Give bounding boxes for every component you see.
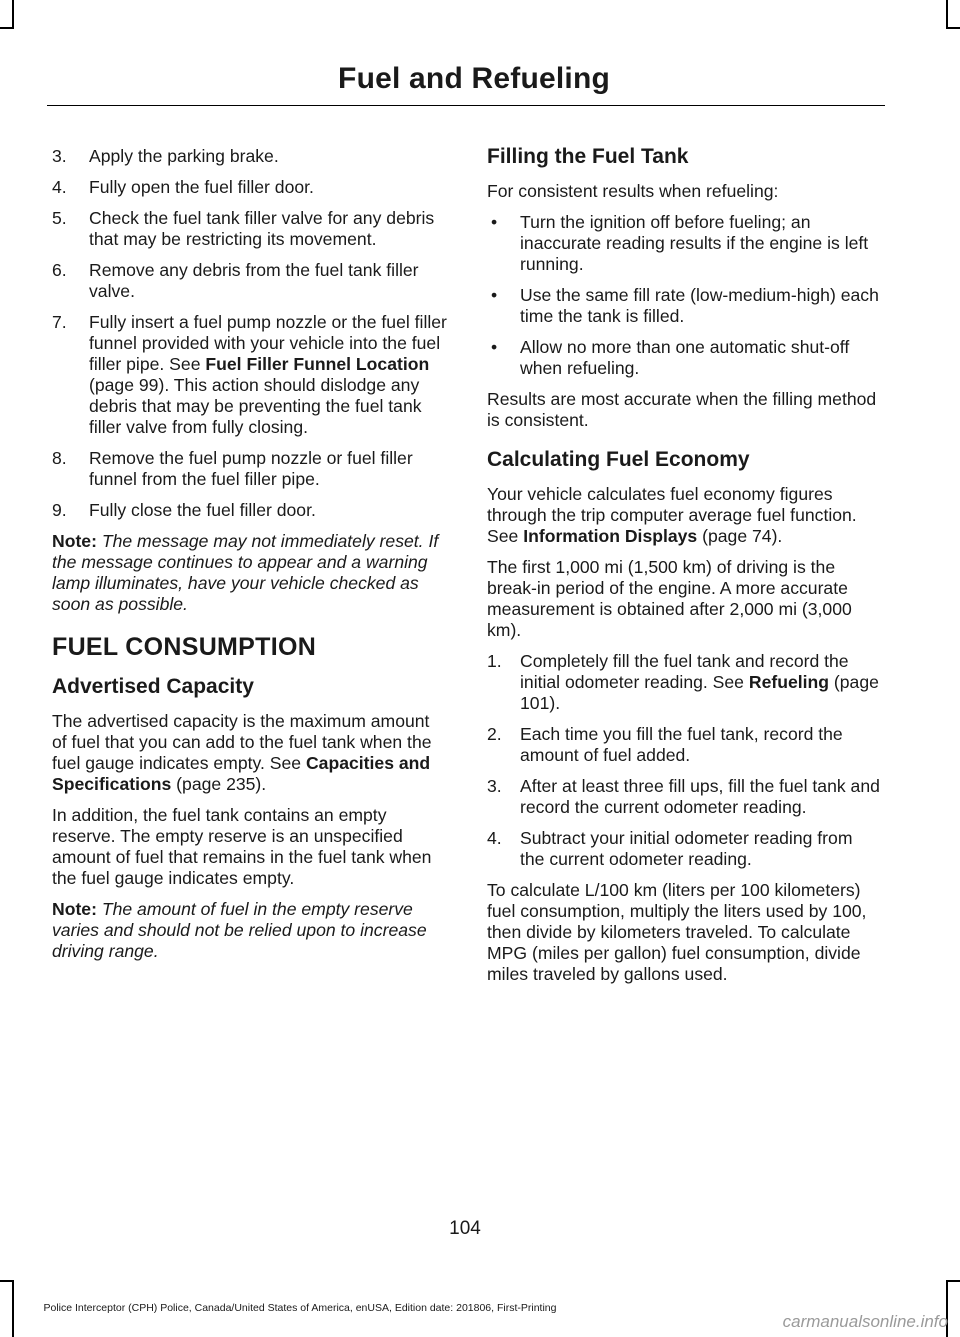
note-paragraph: Note: The message may not immediately reset. If the message continues to appear and a warning lamp illuminates, have your vehicle checked as soon as possible. bbox=[52, 531, 439, 614]
subsection-heading: Calculating Fuel Economy bbox=[487, 448, 750, 471]
crop-mark bbox=[946, 0, 948, 28]
crop-mark bbox=[0, 1280, 14, 1282]
right-column bbox=[487, 146, 881, 995]
list-item: 4. Subtract your initial odometer reading from the current odometer reading. bbox=[487, 828, 853, 869]
cross-reference-link[interactable]: Capacities and Specifications bbox=[52, 753, 431, 794]
header-rule bbox=[47, 105, 885, 106]
crop-mark bbox=[12, 0, 14, 28]
list-item: 2. Each time you fill the fuel tank, record the amount of fuel added. bbox=[487, 724, 843, 765]
page-number: 104 bbox=[449, 1218, 481, 1239]
cross-reference-link[interactable]: Fuel Filler Funnel Location bbox=[205, 354, 430, 374]
bullet-icon: • bbox=[491, 212, 498, 232]
note-paragraph: Note: The amount of fuel in the empty reserve varies and should not be relied upon to increase driving range. bbox=[52, 899, 427, 961]
crop-mark bbox=[946, 1280, 960, 1282]
cross-reference-link[interactable]: Information Displays bbox=[523, 526, 698, 546]
body-paragraph: Your vehicle calculates fuel economy figures through the trip computer average fuel function. See Information Displays (page 74). bbox=[487, 484, 857, 546]
refuel-steps-list bbox=[52, 146, 448, 521]
body-paragraph: The first 1,000 mi (1,500 km) of driving is the break-in period of the engine. A more accurate measurement is obtained after 2,000 mi (3,000 km). bbox=[487, 557, 852, 640]
list-item: 6. Remove any debris from the fuel tank filler valve. bbox=[52, 260, 419, 301]
watermark: carmanualsonline.info bbox=[782, 1312, 948, 1331]
crop-mark bbox=[0, 27, 14, 29]
list-item: • Use the same fill rate (low-medium-high) each time the tank is filled. bbox=[491, 285, 879, 326]
list-item: 3. Apply the parking brake. bbox=[52, 146, 279, 166]
list-item: 3. After at least three fill ups, fill the fuel tank and record the current odometer reading. bbox=[487, 776, 880, 817]
list-item: • Allow no more than one automatic shut-off when refueling. bbox=[491, 337, 850, 378]
list-item: 7. Fully insert a fuel pump nozzle or the fuel filler funnel provided with your vehicle into the fuel filler pipe. See Fuel Filler Funnel Location (page 99). This action should dislodge any debris that may be preventing the fuel tank filler valve from fully closing. bbox=[52, 312, 447, 437]
calc-steps-list bbox=[487, 651, 881, 870]
bullet-icon: • bbox=[491, 285, 498, 305]
list-item: 5. Check the fuel tank filler valve for any debris that may be restricting its movement. bbox=[52, 208, 435, 249]
bullet-icon: • bbox=[491, 337, 498, 357]
body-paragraph: For consistent results when refueling: bbox=[487, 181, 779, 201]
section-title: FUEL CONSUMPTION bbox=[52, 633, 317, 661]
list-item: • Turn the ignition off before fueling; an inaccurate reading results if the engine is left running. bbox=[491, 212, 869, 274]
list-item: 8. Remove the fuel pump nozzle or fuel filler funnel from the fuel filler pipe. bbox=[52, 448, 413, 489]
list-item: 4. Fully open the fuel filler door. bbox=[52, 177, 314, 197]
body-paragraph: Results are most accurate when the filling method is consistent. bbox=[487, 389, 877, 430]
body-paragraph: The advertised capacity is the maximum amount of fuel that you can add to the fuel tank when the fuel gauge indicates empty. See Capacities and Specifications (page 235). bbox=[52, 711, 432, 794]
list-item: 9. Fully close the fuel filler door. bbox=[52, 500, 316, 520]
body-paragraph: In addition, the fuel tank contains an empty reserve. The empty reserve is an unspecified amount of fuel that remains in the fuel tank when the fuel gauge indicates empty. bbox=[52, 805, 432, 888]
edition-info: Police Interceptor (CPH) Police, Canada/United States of America, enUSA, Edition date: 201806, First-Printing bbox=[43, 1302, 557, 1314]
left-column bbox=[52, 146, 448, 972]
page-header-title: Fuel and Refueling bbox=[338, 62, 610, 95]
cross-reference-link[interactable]: Refueling bbox=[748, 672, 830, 692]
body-paragraph: To calculate L/100 km (liters per 100 kilometers) fuel consumption, multiply the liters used by 100, then divide by kilometers traveled. To calculate MPG (miles per gallon) fuel consumption, divide miles traveled by gallons used. bbox=[487, 880, 867, 984]
subsection-heading: Advertised Capacity bbox=[52, 675, 254, 698]
list-item: 1. Completely fill the fuel tank and record the initial odometer reading. See Refueling (page 101). bbox=[487, 651, 879, 713]
crop-mark bbox=[946, 27, 960, 29]
subsection-heading: Filling the Fuel Tank bbox=[487, 145, 689, 168]
bullet-list bbox=[487, 212, 881, 379]
